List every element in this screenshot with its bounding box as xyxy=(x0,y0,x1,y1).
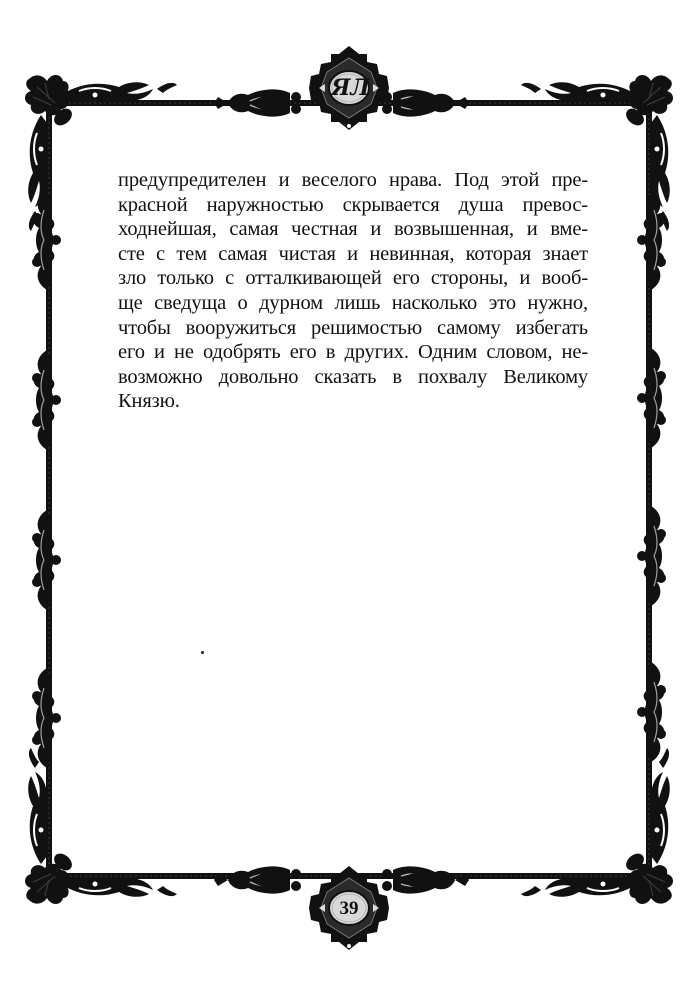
scan-speck xyxy=(201,651,204,654)
text-line: его и не одобрять его в других. Одним словом, не- xyxy=(118,341,588,364)
page-number: 39 xyxy=(339,898,359,919)
text-line: возможно довольно сказать в похвалу Великому xyxy=(118,365,588,388)
text-line: ще сведуща о дурном лишь насколько это нужно, xyxy=(118,291,588,314)
text-line: предупредителен и веселого нрава. Под этой пре- xyxy=(118,169,588,191)
text-line: ходнейшая, самая честная и возвышенная, и вме- xyxy=(118,218,588,241)
text-line: зло только с отталкивающей его стороны, и вооб- xyxy=(118,267,588,290)
text-line: сте с тем самая чистая и невинная, которая знает xyxy=(118,242,588,265)
text-line: чтобы вооружиться решимостью самому избегать xyxy=(118,316,588,339)
monogram-medallion-icon: ЯЛ xyxy=(331,75,370,101)
body-text xyxy=(118,168,588,414)
text-line: красной наружностью скрывается душа превос- xyxy=(118,193,588,216)
text-line: Князю. xyxy=(118,390,180,413)
